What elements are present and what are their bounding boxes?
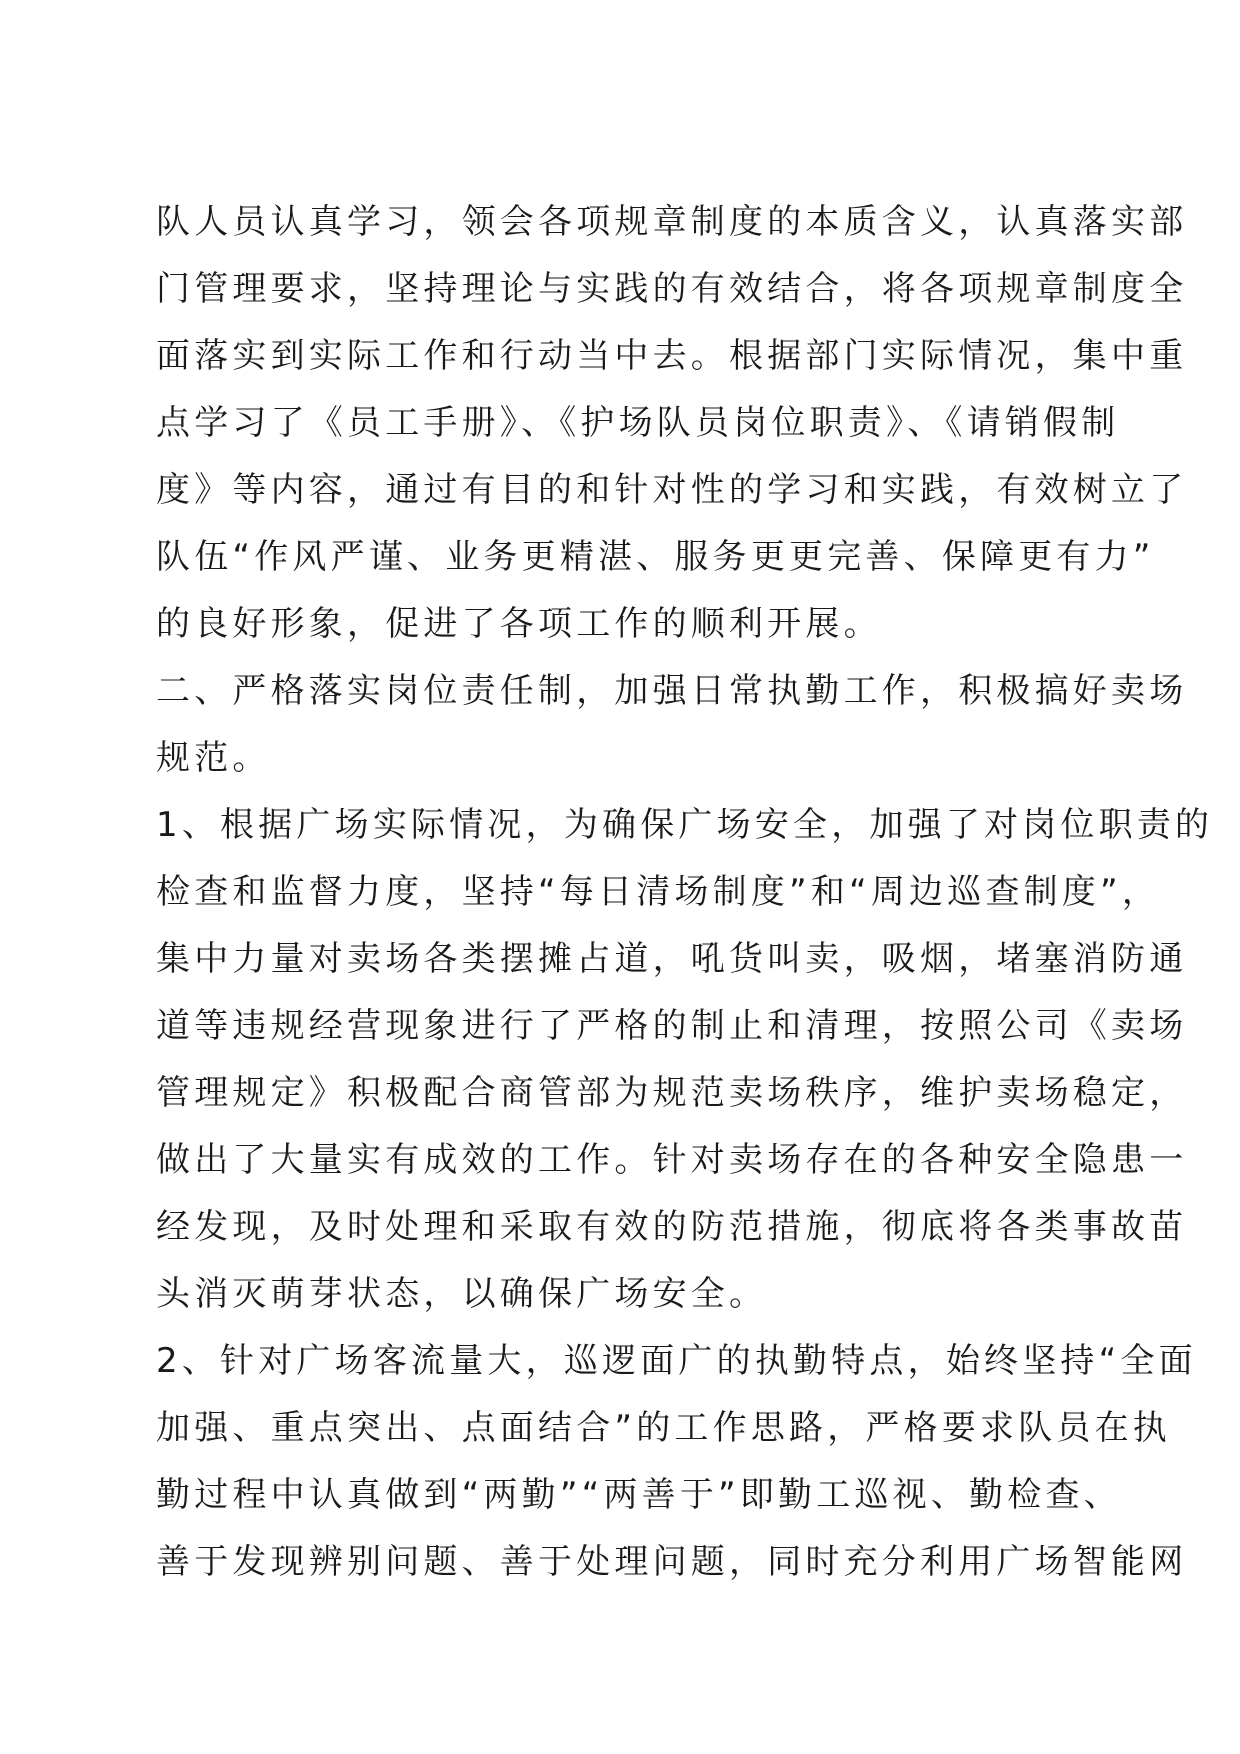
text-line: 检查和监督力度，坚持“每日清场制度”和“周边巡查制度”，: [156, 872, 1161, 912]
text-line: 队人员认真学习，领会各项规章制度的本质含义，认真落实部: [156, 202, 1188, 242]
text-line: 的良好形象，促进了各项工作的顺利开展。: [156, 604, 882, 644]
text-line: 勤过程中认真做到“两勤”“两善于”即勤工巡视、勤检查、: [156, 1475, 1122, 1515]
text-line: 队伍“作风严谨、业务更精湛、服务更更完善、保障更有力”: [156, 537, 1155, 577]
text-line: 头消灭萌芽状态，以确保广场安全。: [156, 1274, 768, 1314]
text-line: 管理规定》积极配合商管部为规范卖场秩序，维护卖场稳定，: [156, 1073, 1188, 1113]
text-line: 点学习了《员工手册》、《护场队员岗位职责》、《请销假制: [156, 403, 1120, 443]
text-line: 1、根据广场实际情况，为确保广场安全，加强了对岗位职责的: [156, 805, 1214, 845]
text-line: 善于发现辨别问题、善于处理问题，同时充分利用广场智能网: [156, 1542, 1188, 1582]
text-line: 面落实到实际工作和行动当中去。根据部门实际情况，集中重: [156, 336, 1188, 376]
text-line: 做出了大量实有成效的工作。针对卖场存在的各种安全隐患一: [156, 1140, 1188, 1180]
section-heading-line: 二、严格落实岗位责任制，加强日常执勤工作，积极搞好卖场: [156, 671, 1188, 711]
text-line: 度》等内容，通过有目的和针对性的学习和实践，有效树立了: [156, 470, 1188, 510]
text-line: 加强、重点突出、点面结合”的工作思路，严格要求队员在执: [156, 1408, 1172, 1448]
text-line: 经发现，及时处理和采取有效的防范措施，彻底将各类事故苗: [156, 1207, 1188, 1247]
text-line: 门管理要求，坚持理论与实践的有效结合，将各项规章制度全: [156, 269, 1188, 309]
text-line: 道等违规经营现象进行了严格的制止和清理，按照公司《卖场: [156, 1006, 1188, 1046]
text-line: 集中力量对卖场各类摆摊占道，吼货叫卖，吸烟，堵塞消防通: [156, 939, 1188, 979]
text-line: 2、针对广场客流量大，巡逻面广的执勤特点，始终坚持“全面: [156, 1341, 1197, 1381]
body-text: [156, 189, 1214, 1596]
section-heading-line: 规范。: [156, 738, 271, 778]
